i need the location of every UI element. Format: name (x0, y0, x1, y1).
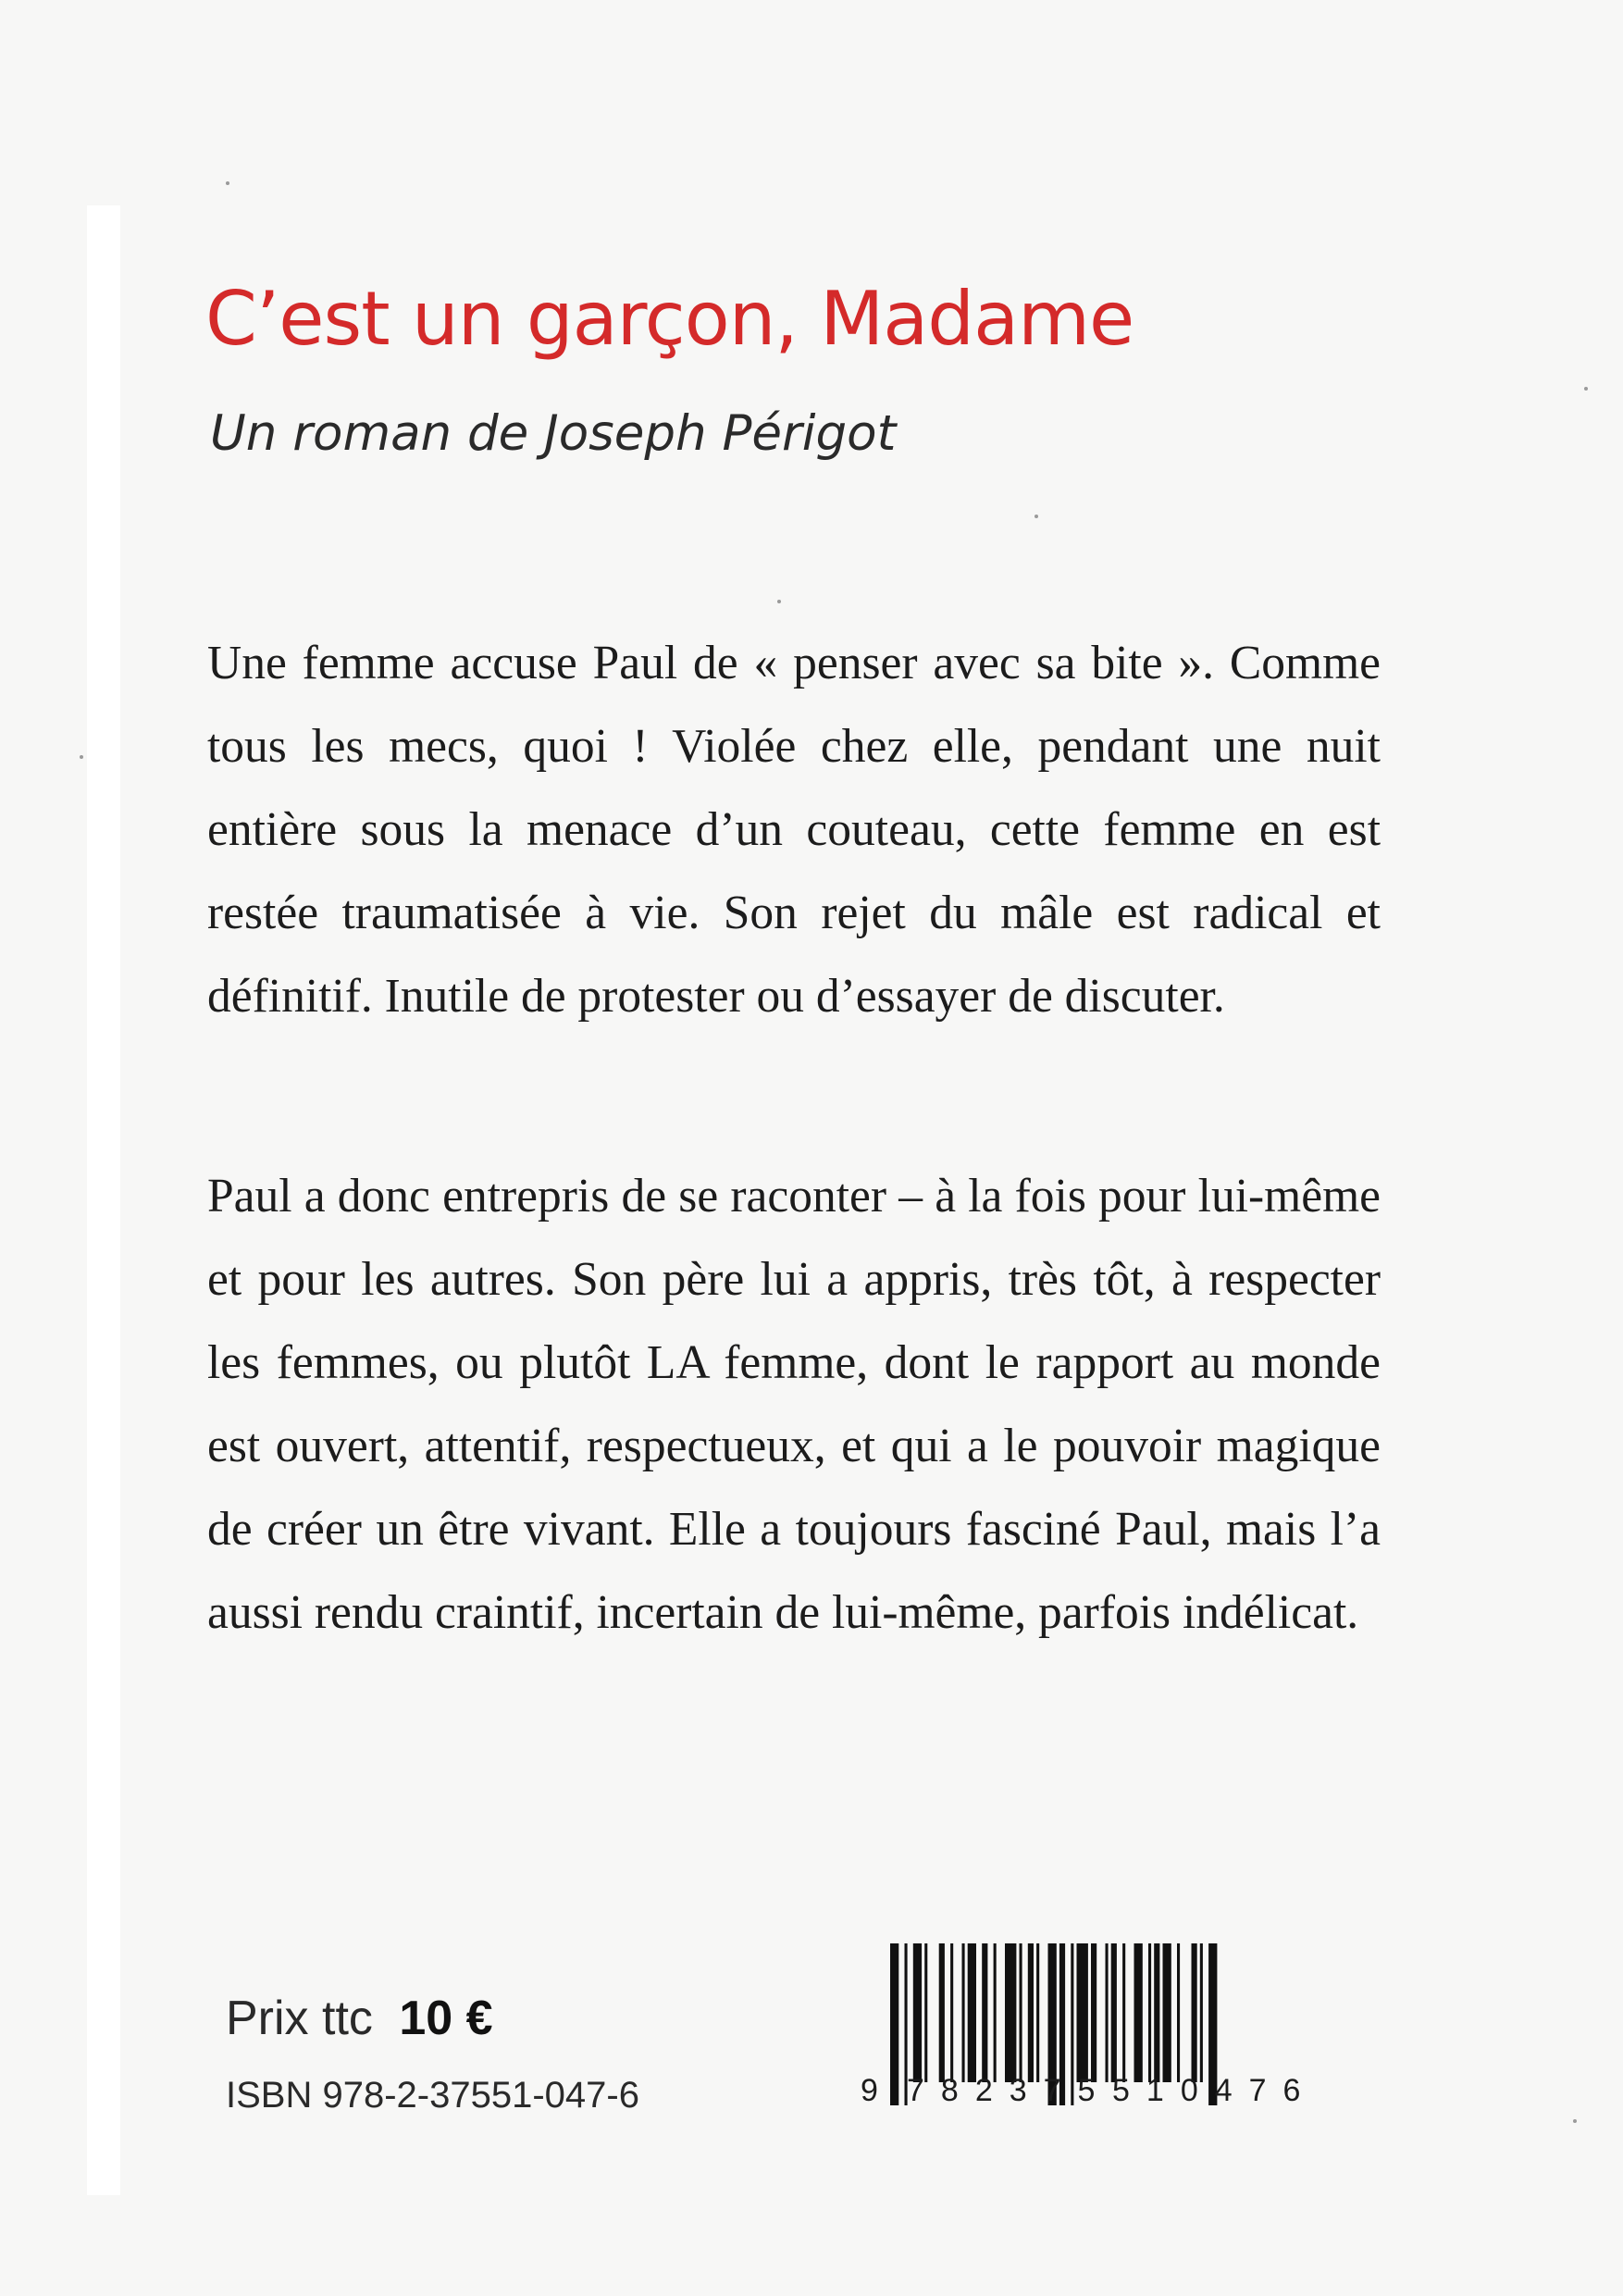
barcode-bar (1134, 1943, 1143, 2082)
speck (1573, 2119, 1577, 2123)
barcode-bar (924, 1943, 927, 2082)
price-value: 10 € (399, 1992, 493, 2045)
barcode-bar (1111, 1943, 1117, 2082)
barcode-bar (1028, 1943, 1034, 2082)
barcode-digits-left: 782375 (907, 2073, 1112, 2108)
barcode-digits-right: 510476 (1112, 2073, 1318, 2108)
barcode-bar (913, 1943, 922, 2082)
speck (1584, 387, 1588, 391)
barcode-bar (982, 1943, 987, 2082)
barcode-bar (1200, 1943, 1203, 2082)
blurb-paragraph-2: Paul a donc entrepris de se raconter – à la fois pour lui-même et pour les autres. Son père lui a appris, très tôt, à respecter les femmes, ou plutôt LA femme, dont le rapport au monde est ouvert, attentif, respectueux, et qui a le pouvoir magique de créer un être vivant. Elle a toujours fasciné Paul, mais l’a aussi rendu craintif, incertain de lui-même, parfois indélicat. (207, 1170, 1381, 1639)
barcode-bar (950, 1943, 953, 2082)
speck (226, 181, 229, 185)
barcode-bar (1106, 1943, 1109, 2082)
barcode-bar (994, 1943, 997, 2082)
isbn: ISBN 978-2-37551-047-6 (226, 2075, 639, 2116)
page-edge (87, 205, 120, 2195)
book-subtitle: Un roman de Joseph Périgot (210, 405, 897, 462)
speck (80, 755, 83, 759)
barcode-bar (1005, 1943, 1016, 2082)
barcode-bar (1077, 1943, 1088, 2082)
barcode-bar (939, 1943, 945, 2082)
barcode-bar (1163, 1943, 1171, 2082)
barcode-bar (1091, 1943, 1096, 2082)
speck (777, 600, 781, 603)
price-label: Prix ttc (226, 1992, 373, 2045)
book-title: C’est un garçon, Madame (205, 276, 1134, 362)
barcode-bar (1020, 1943, 1022, 2082)
barcode-bar (1154, 1943, 1159, 2082)
barcode-bar (962, 1943, 965, 2082)
barcode-digit-first: 9 (861, 2073, 895, 2108)
barcode-bar (1148, 1943, 1151, 2082)
blurb-paragraph-1: Une femme accuse Paul de « penser avec sa bite ». Comme tous les mecs, quoi ! Violée chez elle, pendant une nuit entière sous la menace d’un couteau, cette femme en est restée traumatisée à vie. Son rejet du mâle est radical et définitif. Inutile de protester ou d’essayer de discuter. (207, 637, 1381, 1023)
price (226, 1991, 493, 2046)
barcode-bar (1177, 1943, 1180, 2082)
barcode-bar (1192, 1943, 1197, 2082)
barcode-bar (1036, 1943, 1039, 2082)
barcode-bar (1122, 1943, 1125, 2082)
barcode-bar (968, 1943, 976, 2082)
speck (1035, 515, 1038, 518)
